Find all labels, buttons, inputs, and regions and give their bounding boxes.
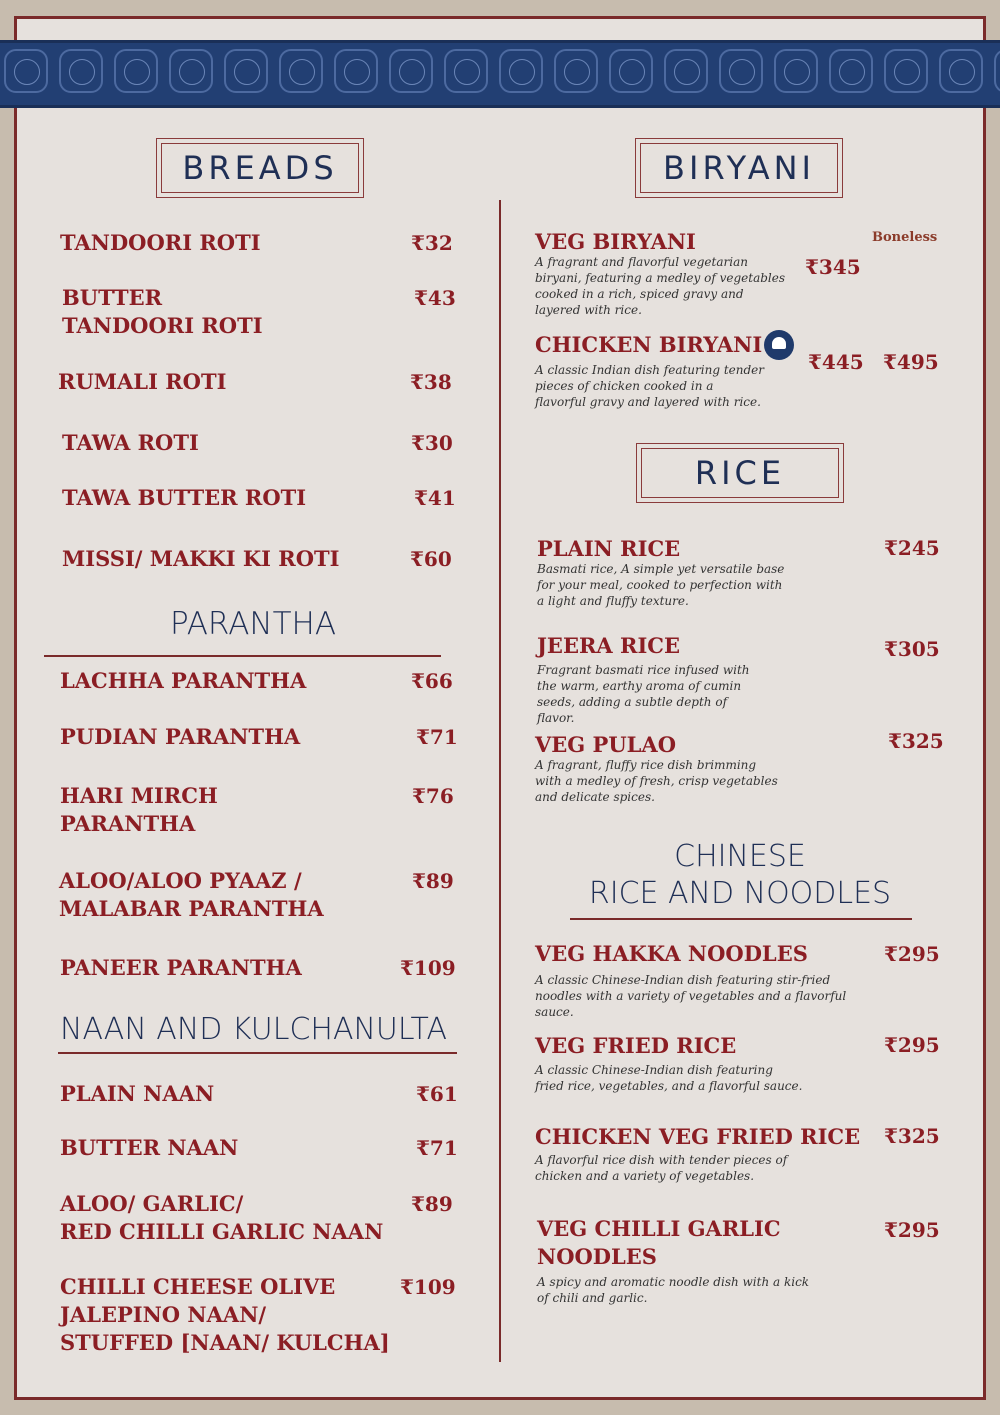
menu-item-price: ₹66	[411, 669, 453, 693]
biryani-title-box	[635, 138, 843, 198]
menu-item-price: ₹245	[884, 536, 940, 560]
menu-item-description: A classic Chinese-Indian dish featuring stir-fried noodles with a variety of vegetables and a flavorful sauce.	[535, 973, 847, 1019]
menu-item-name: CHILLI CHEESE OLIVE JALEPINO NAAN/ STUFFED [NAAN/ KULCHA]	[60, 1274, 390, 1355]
menu-item-name: BUTTER TANDOORI ROTI	[62, 285, 263, 338]
section-rule	[58, 1052, 457, 1054]
banner-ornament-icon	[554, 49, 598, 93]
menu-item-price: ₹295	[884, 1033, 940, 1057]
section-rule	[44, 655, 441, 657]
menu-item-description: A spicy and aromatic noodle dish with a kick of chili and garlic.	[537, 1275, 810, 1305]
chinese-title-line2: RICE AND NOODLES	[588, 876, 892, 911]
menu-item-name: VEG CHILLI GARLIC NOODLES	[537, 1216, 781, 1269]
menu-item-name: PLAIN NAAN	[60, 1081, 215, 1106]
menu-item-price: ₹109	[400, 1275, 456, 1299]
decorative-banner	[0, 40, 1000, 108]
menu-item-name: PLAIN RICE	[537, 536, 681, 561]
menu-item-price: ₹445	[808, 350, 864, 374]
menu-item-name: HARI MIRCH PARANTHA	[60, 783, 218, 836]
menu-item-price: ₹32	[411, 231, 453, 255]
breads-title: BREADS	[161, 143, 359, 193]
column-divider	[499, 200, 501, 1362]
banner-ornament-icon	[829, 49, 873, 93]
biryani-title: BIRYANI	[640, 143, 838, 193]
menu-item-description: A flavorful rice dish with tender pieces of chicken and a variety of vegetables.	[535, 1153, 788, 1183]
banner-ornament-icon	[114, 49, 158, 93]
banner-ornament-icon	[884, 49, 928, 93]
menu-item-name: VEG BIRYANI	[535, 229, 696, 254]
banner-ornament-icon	[59, 49, 103, 93]
menu-item-name: ALOO/ALOO PYAAZ / MALABAR PARANTHA	[59, 868, 324, 921]
menu-item-price: ₹325	[884, 1124, 940, 1148]
menu-item-name: VEG HAKKA NOODLES	[535, 941, 808, 966]
menu-item-name: MISSI/ MAKKI KI ROTI	[62, 546, 340, 571]
banner-ornament-icon	[444, 49, 488, 93]
parantha-title: PARANTHA	[170, 606, 337, 642]
banner-ornament-icon	[774, 49, 818, 93]
menu-item-name: TAWA ROTI	[62, 430, 199, 455]
banner-ornament-icon	[609, 49, 653, 93]
menu-item-price: ₹76	[412, 784, 454, 808]
chinese-title-line1: CHINESE	[674, 839, 806, 874]
boneless-note: Boneless	[872, 230, 938, 245]
breads-title-box	[156, 138, 364, 198]
menu-item-price: ₹38	[410, 370, 452, 394]
menu-item-description: Basmati rice, A simple yet versatile base for your meal, cooked to perfection with a light and fluffy texture.	[537, 562, 785, 608]
menu-item-description: A fragrant, fluffy rice dish brimming with a medley of fresh, crisp vegetables and delicate spices.	[535, 758, 778, 804]
rice-title-box	[636, 443, 844, 503]
menu-item-price: ₹89	[411, 1192, 453, 1216]
banner-ornament-icon	[279, 49, 323, 93]
menu-item-name: TAWA BUTTER ROTI	[62, 485, 307, 510]
menu-item-price-boneless: ₹495	[883, 350, 939, 374]
menu-item-name: JEERA RICE	[537, 633, 681, 658]
menu-item-name: VEG PULAO	[535, 732, 677, 757]
menu-item-description: A fragrant and flavorful vegetarian biryani, featuring a medley of vegetables cooked in a rich, spiced gravy and layered with rice.	[535, 255, 785, 317]
banner-ornament-icon	[334, 49, 378, 93]
menu-item-price: ₹325	[888, 729, 944, 753]
menu-item-name: CHICKEN VEG FRIED RICE	[535, 1124, 861, 1149]
menu-item-description: A classic Chinese-Indian dish featuring fried rice, vegetables, and a flavorful sauce.	[535, 1063, 803, 1093]
menu-item-price: ₹41	[414, 486, 456, 510]
menu-item-price: ₹60	[410, 547, 452, 571]
chinese-title	[570, 838, 910, 912]
menu-item-price: ₹30	[411, 431, 453, 455]
banner-ornament-icon	[719, 49, 763, 93]
menu-item-price: ₹61	[416, 1082, 458, 1106]
banner-ornament-icon	[499, 49, 543, 93]
menu-item-price: ₹89	[412, 869, 454, 893]
menu-item-price: ₹345	[805, 255, 861, 279]
banner-ornament-icon	[169, 49, 213, 93]
menu-item-price: ₹109	[400, 956, 456, 980]
banner-ornament-icon	[389, 49, 433, 93]
rice-title: RICE	[641, 448, 839, 498]
menu-item-name: RUMALI ROTI	[58, 369, 227, 394]
menu-item-name: PANEER PARANTHA	[60, 955, 302, 980]
menu-item-price: ₹295	[884, 942, 940, 966]
banner-ornament-icon	[4, 49, 48, 93]
menu-item-price: ₹43	[414, 286, 456, 310]
menu-item-price: ₹295	[884, 1218, 940, 1242]
banner-ornament-icon	[224, 49, 268, 93]
section-rule	[570, 918, 912, 920]
menu-item-name: BUTTER NAAN	[60, 1135, 239, 1160]
menu-item-name: VEG FRIED RICE	[535, 1033, 737, 1058]
naan-title: NAAN AND KULCHANULTA	[60, 1012, 447, 1047]
menu-item-price: ₹305	[884, 637, 940, 661]
menu-item-price: ₹71	[416, 725, 458, 749]
menu-item-description: A classic Indian dish featuring tender pieces of chicken cooked in a flavorful gravy and layered with rice.	[535, 363, 765, 409]
menu-item-name: CHICKEN BIRYANI	[535, 332, 763, 357]
banner-ornament-icon	[664, 49, 708, 93]
menu-item-name: LACHHA PARANTHA	[60, 668, 307, 693]
chef-hat-icon	[764, 330, 794, 360]
banner-ornament-icon	[994, 49, 1000, 93]
menu-item-name: ALOO/ GARLIC/ RED CHILLI GARLIC NAAN	[60, 1191, 384, 1244]
menu-item-name: TANDOORI ROTI	[60, 230, 261, 255]
menu-item-name: PUDIAN PARANTHA	[60, 724, 301, 749]
menu-item-price: ₹71	[416, 1136, 458, 1160]
banner-ornament-icon	[939, 49, 983, 93]
menu-item-description: Fragrant basmati rice infused with the warm, earthy aroma of cumin seeds, adding a subtle depth of flavor.	[537, 663, 750, 725]
